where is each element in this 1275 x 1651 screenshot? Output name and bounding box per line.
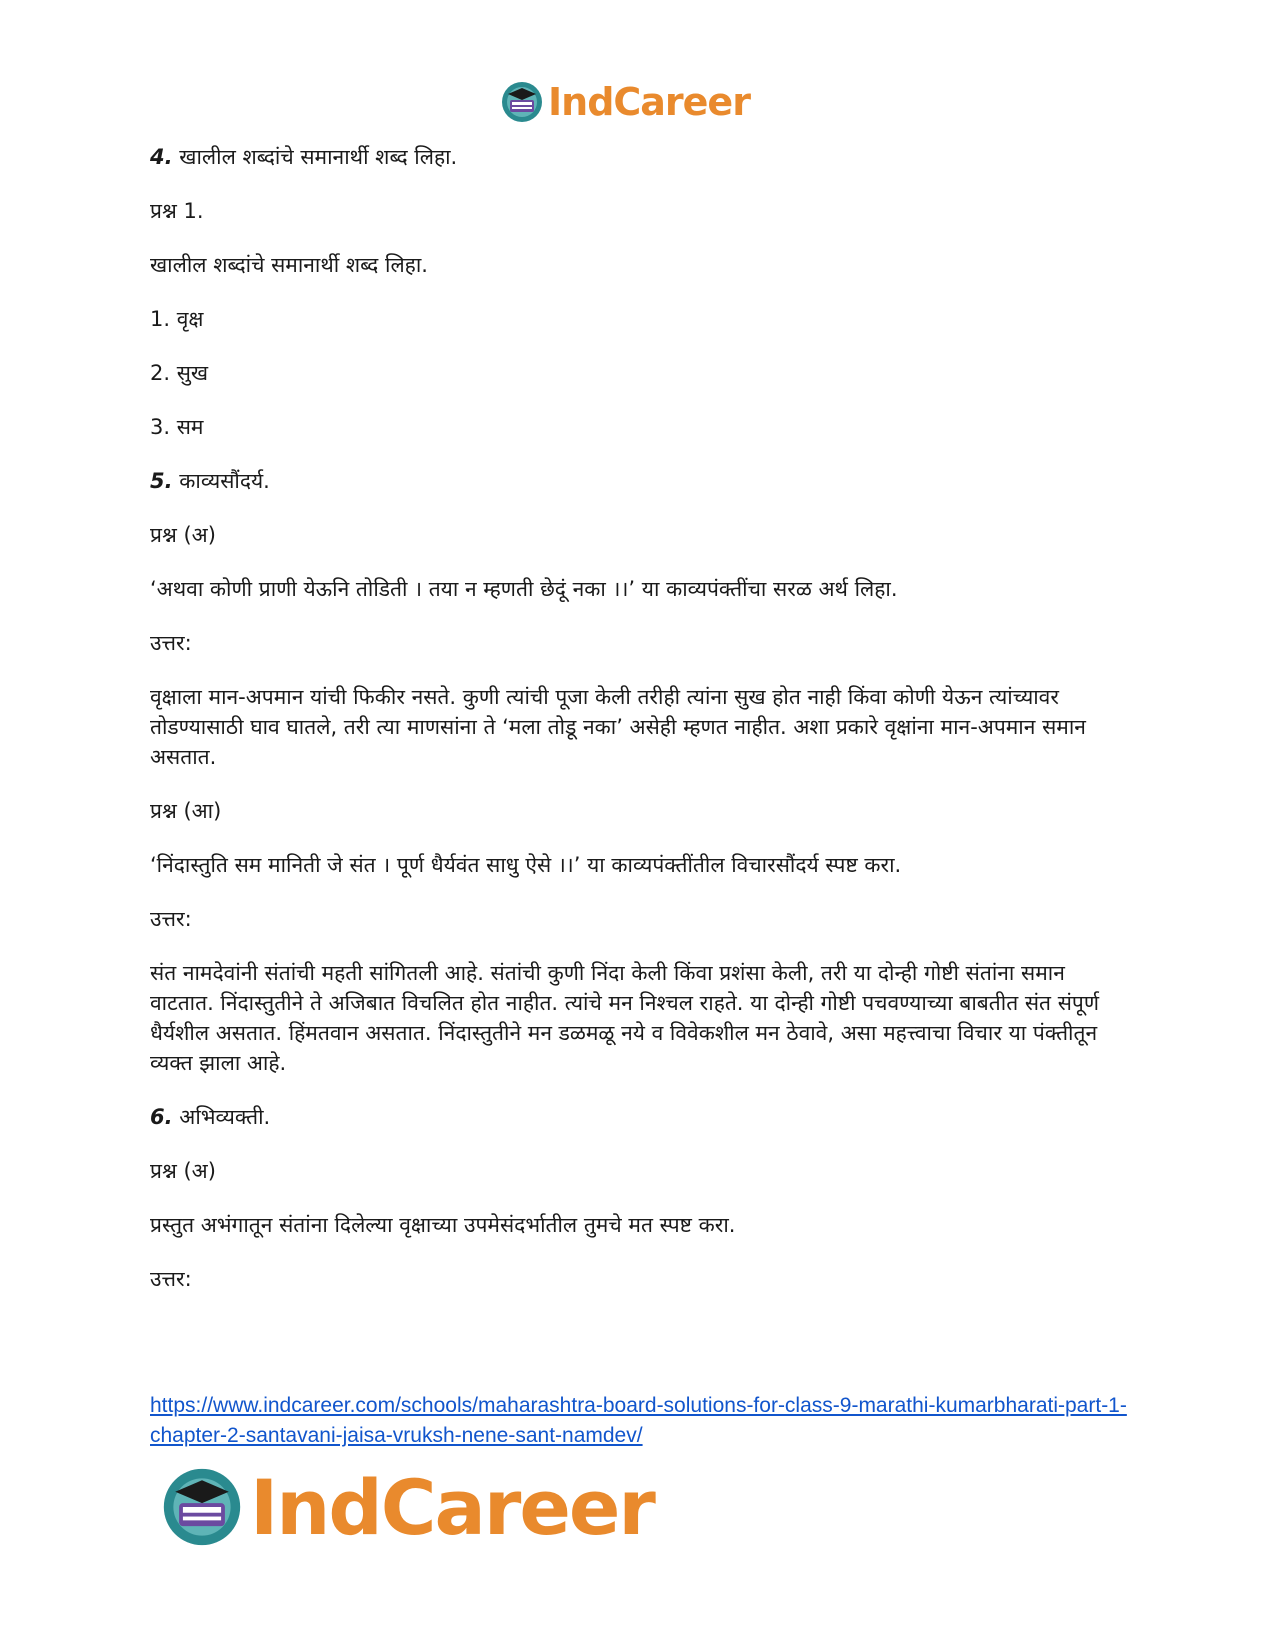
question-instruction: खालील शब्दांचे समानार्थी शब्द लिहा. <box>150 253 428 277</box>
list-item: 2. सुख <box>150 361 209 385</box>
question-label: प्रश्न 1. <box>150 199 204 223</box>
question-text: ‘अथवा कोणी प्राणी येऊनि तोडिती । तया न म्हणती छेदूं नका ।।’ या काव्यपंक्तींचा सरळ अर्थ लिहा. <box>150 577 898 601</box>
answer-label: उत्तर: <box>150 907 192 931</box>
question-label: प्रश्न (अ) <box>150 1159 216 1183</box>
answer-label: उत्तर: <box>150 631 192 655</box>
footer-logo <box>160 1462 654 1552</box>
question-label: प्रश्न (आ) <box>150 799 222 823</box>
question-title: काव्यसौंदर्य. <box>179 469 270 493</box>
brand-name: IndCareer <box>250 1462 654 1552</box>
question-6-heading <box>150 1102 1120 1132</box>
graduation-book-icon <box>500 80 544 124</box>
question-5-heading <box>150 466 1120 496</box>
brand-name: IndCareer <box>548 80 750 124</box>
graduation-book-icon <box>160 1465 244 1549</box>
header-logo <box>500 78 750 126</box>
question-number: 5. <box>150 469 173 493</box>
list-item: 1. वृक्ष <box>150 307 204 331</box>
question-number: 4. <box>150 145 173 169</box>
question-text: ‘निंदास्तुति सम मानिती जे संत । पूर्ण धैर्यवंत साधु ऐसे ।।’ या काव्यपंक्तींतील विचारसौंदर्य स्पष्ट करा. <box>150 853 902 877</box>
question-number: 6. <box>150 1105 173 1129</box>
list-item: 3. सम <box>150 415 204 439</box>
document-body <box>150 142 1120 1318</box>
question-text: प्रस्तुत अभंगातून संतांना दिलेल्या वृक्षाच्या उपमेसंदर्भातील तुमचे मत स्पष्ट करा. <box>150 1213 736 1237</box>
question-title: अभिव्यक्ती. <box>179 1105 271 1129</box>
answer-text: वृक्षाला मान-अपमान यांची फिकीर नसते. कुणी त्यांची पूजा केली तरीही त्यांना सुख होत नाही किंवा कोणी येऊन त्यांच्यावर तोडण्यासाठी घाव घातले, तरी त्या माणसांना ते ‘मला तोडू नका’ असेही म्हणत नाहीत. अशा प्रकारे वृक्षांना मान-अपमान समान असतात. <box>150 685 1086 769</box>
question-title: खालील शब्दांचे समानार्थी शब्द लिहा. <box>179 145 458 169</box>
question-label: प्रश्न (अ) <box>150 523 216 547</box>
answer-label: उत्तर: <box>150 1267 192 1291</box>
answer-text: संत नामदेवांनी संतांची महती सांगितली आहे. संतांची कुणी निंदा केली किंवा प्रशंसा केली, तरी या दोन्ही गोष्टी संतांना समान वाटतात. निंदास्तुतीने ते अजिबात विचलित होत नाहीत. त्यांचे मन निश्चल राहते. या दोन्ही गोष्टी पचवण्याच्या बाबतीत संत संपूर्ण धैर्यशील असतात. हिंमतवान असतात. निंदास्तुतीने मन डळमळू नये व विवेकशील मन ठेवावे, असा महत्त्वाचा विचार या पंक्तीतून व्यक्त झाला आहे. <box>150 961 1099 1075</box>
question-4-heading <box>150 142 1120 172</box>
source-url-link[interactable]: https://www.indcareer.com/schools/maharashtra-board-solutions-for-class-9-marathi-kumarbharati-part-1-chapter-2-santavani-jaisa-vruksh-nene-sant-namdev/ <box>150 1394 1127 1447</box>
